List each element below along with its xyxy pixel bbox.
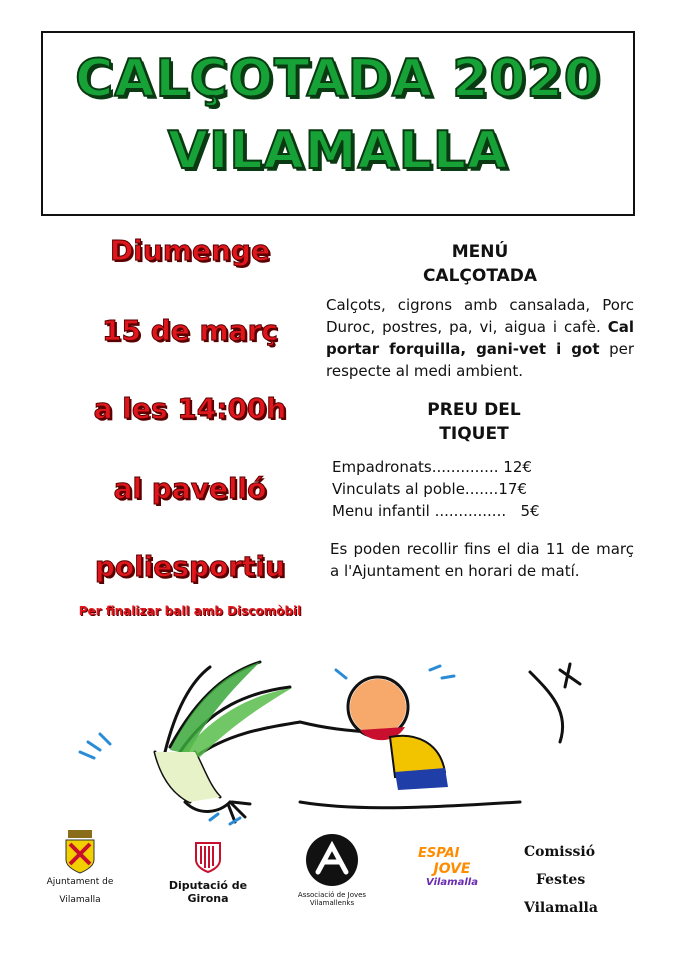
espai-text-3: Vilamalla <box>426 877 478 888</box>
joves-logo <box>292 832 372 907</box>
event-place-1: al pavelló <box>113 472 267 505</box>
price-label: Vinculats al poble....... <box>332 480 499 498</box>
coat-of-arms-icon <box>62 828 98 874</box>
espai-jove-logo <box>412 846 492 888</box>
ajuntament-logo <box>40 828 120 905</box>
joves-text-2: Vilamallenks <box>309 899 355 907</box>
joves-circle-icon <box>304 832 360 888</box>
diputacio-shield-icon <box>193 840 223 874</box>
title-line-2: VILAMALLA <box>167 121 509 181</box>
menu-description <box>326 294 634 382</box>
espai-text-1: ESPAI <box>418 846 460 861</box>
ajuntament-text-1: Ajuntament de <box>46 877 114 887</box>
price-row <box>332 456 634 478</box>
price-label: Empadronats.............. <box>332 458 499 476</box>
comissio-text-3: Vilamalla <box>524 900 598 916</box>
calcot-illustration <box>60 652 600 827</box>
price-list <box>326 456 634 522</box>
comissio-text-2: Festes <box>536 872 586 888</box>
price-value: 5€ <box>520 502 540 520</box>
comissio-text-1: Comissió <box>524 844 596 860</box>
diputacio-text: Diputació de Girona <box>168 879 248 905</box>
menu-heading-2: CALÇOTADA <box>422 266 538 286</box>
event-day: Diumenge <box>110 234 270 267</box>
menu-heading-1: MENÚ <box>451 242 509 262</box>
pickup-info: Es poden recollir fins el dia 11 de març a l'Ajuntament en horari de matí. <box>330 540 634 580</box>
comissio-logo <box>524 838 644 922</box>
price-label: Menu infantil ............... <box>332 502 507 520</box>
event-extra: Per finalizar ball amb Discomòbil <box>78 604 302 618</box>
espai-text-2: JOVE <box>433 861 471 877</box>
price-row <box>332 478 634 500</box>
price-value: 17€ <box>498 480 527 498</box>
menu-section <box>326 240 634 582</box>
menu-text-b: per respecte al medi ambient. <box>326 340 635 380</box>
ticket-heading-1: PREU DEL <box>427 400 521 420</box>
price-value: 12€ <box>503 458 532 476</box>
ajuntament-text-2: Vilamalla <box>59 895 101 905</box>
price-row <box>332 500 634 522</box>
diputacio-logo <box>148 840 268 905</box>
menu-text-a: Calçots, cigrons amb cansalada, Porc Duroc, postres, pa, vi, aigua i cafè. <box>326 296 634 336</box>
event-time: a les 14:00h <box>93 392 287 425</box>
joves-text-1: Associació de Joves <box>297 891 367 899</box>
menu-text-bold: Cal portar forquilla, gani-vet i got <box>326 318 634 358</box>
event-place-2: poliesportiu <box>94 550 286 583</box>
title-line-1: CALÇOTADA 2020 <box>75 49 601 109</box>
title-box <box>41 31 635 216</box>
event-date: 15 de març <box>102 314 278 347</box>
ticket-heading-2: TIQUET <box>439 424 509 444</box>
sponsor-logos <box>0 828 678 958</box>
